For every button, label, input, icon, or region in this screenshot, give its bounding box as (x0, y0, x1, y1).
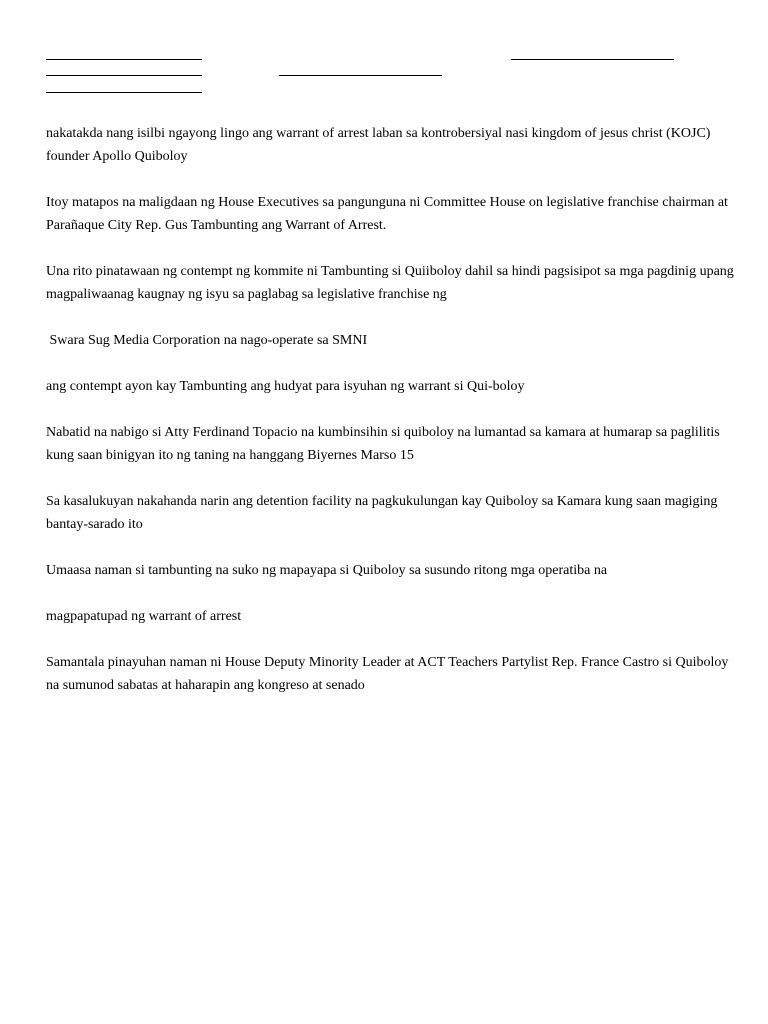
blank-line-row3-left (46, 92, 202, 93)
paragraph: Samantala pinayuhan naman ni House Deputy Minority Leader at ACT Teachers Partylist Rep. France Castro si Quiboloy na sumunod sabatas at haharapin ang kongreso at senado (46, 655, 732, 693)
paragraph: Swara Sug Media Corporation na nago-operate sa SMNI (46, 333, 368, 348)
paragraph: Nabatid na nabigo si Atty Ferdinand Topacio na kumbinsihin si quiboloy na lumantad sa kamara at humarap sa paglilitis kung saan binigyan ito ng taning na hanggang Biyernes Marso 15 (46, 425, 724, 463)
blank-line-row1-right (511, 59, 674, 60)
paragraph: ang contempt ayon kay Tambunting ang hudyat para isyuhan ng warrant si Qui-boloy (46, 379, 525, 394)
paragraph: nakatakda nang isilbi ngayong lingo ang warrant of arrest laban sa kontrobersiyal nasi kingdom of jesus christ (KOJC) founder Apollo Quiboloy (46, 126, 714, 164)
blank-line-row1-left (46, 59, 202, 60)
paragraph: Itoy matapos na maligdaan ng House Executives sa pangunguna ni Committee House on legislative franchise chairman at Parañaque City Rep. Gus Tambunting ang Warrant of Arrest. (46, 195, 732, 233)
paragraph: Umaasa naman si tambunting na suko ng mapayapa si Quiboloy sa susundo ritong mga operatiba na (46, 563, 608, 578)
paragraph: Una rito pinatawaan ng contempt ng kommite ni Tambunting si Quiiboloy dahil sa hindi pagsisipot sa mga pagdinig upang magpaliwaanag kaugnay ng isyu sa paglabag sa legislative franchise ng (46, 264, 738, 302)
paragraph: Sa kasalukuyan nakahanda narin ang detention facility na pagkukulungan kay Quiboloy sa Kamara kung saan magiging bantay-sarado ito (46, 494, 721, 532)
blank-line-row2-left (46, 75, 202, 76)
blank-line-row2-middle (279, 75, 442, 76)
article-body (46, 122, 736, 720)
paragraph: magpapatupad ng warrant of arrest (46, 609, 242, 624)
